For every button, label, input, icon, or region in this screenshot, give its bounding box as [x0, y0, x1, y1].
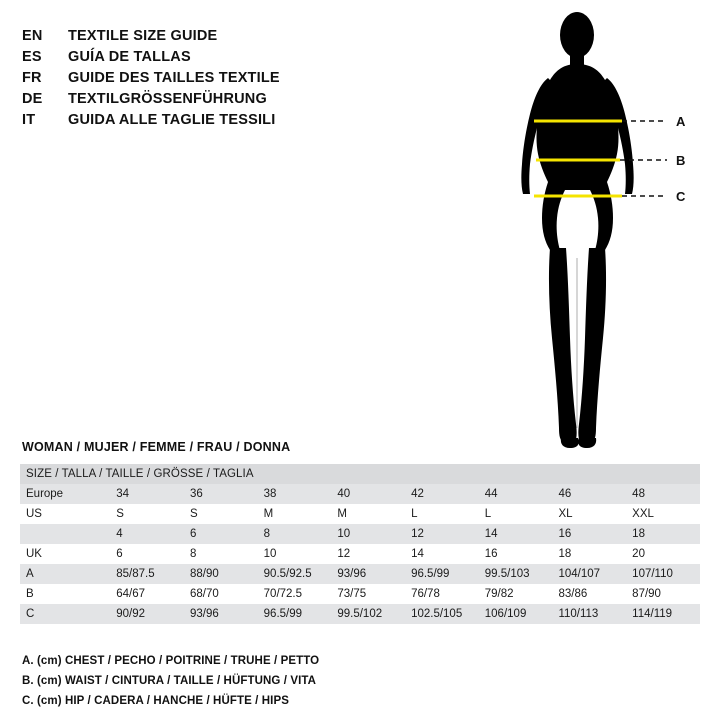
table-row: [20, 504, 700, 524]
table-cell: 73/75: [331, 584, 405, 604]
table-cell: 114/119: [626, 604, 700, 624]
table-cell: 16: [552, 524, 626, 544]
title-text: GUIDE DES TAILLES TEXTILE: [68, 70, 280, 86]
table-cell: 85/87.5: [110, 564, 184, 584]
table-cell: 93/96: [184, 604, 258, 624]
table-cell: 4: [110, 524, 184, 544]
legend-row-hip: C. (cm) HIP / CADERA / HANCHE / HÜFTE / HIPS: [22, 695, 290, 707]
row-label: A: [20, 564, 110, 584]
title-lang-code: IT: [22, 112, 36, 128]
title-text: TEXTILGRÖSSENFÜHRUNG: [68, 91, 267, 107]
row-label: C: [20, 604, 110, 624]
title-text: GUIDA ALLE TAGLIE TESSILI: [68, 112, 276, 128]
table-cell: 44: [479, 484, 553, 504]
table-row: [20, 544, 700, 564]
table-cell: 38: [258, 484, 332, 504]
table-group-heading: WOMAN / MUJER / FEMME / FRAU / DONNA: [22, 440, 291, 454]
title-lang-code: DE: [22, 91, 43, 107]
language-title-block: [22, 28, 452, 133]
title-row: [22, 70, 452, 91]
row-label: Europe: [20, 484, 110, 504]
table-cell: 42: [405, 484, 479, 504]
row-label: US: [20, 504, 110, 524]
table-cell: M: [258, 504, 332, 524]
table-cell: 10: [258, 544, 332, 564]
table-row: [20, 584, 700, 604]
table-cell: 104/107: [552, 564, 626, 584]
table-cell: 12: [331, 544, 405, 564]
table-cell: 8: [258, 524, 332, 544]
table-cell: 8: [184, 544, 258, 564]
title-row: [22, 49, 452, 70]
table-cell: 18: [552, 544, 626, 564]
table-cell: 34: [110, 484, 184, 504]
table-cell: 18: [626, 524, 700, 544]
table-cell: M: [331, 504, 405, 524]
body-figure: [460, 8, 710, 448]
table-cell: S: [184, 504, 258, 524]
table-cell: 79/82: [479, 584, 553, 604]
table-cell: 96.5/99: [258, 604, 332, 624]
table-cell: XL: [552, 504, 626, 524]
table-cell: 16: [479, 544, 553, 564]
title-row: [22, 112, 452, 133]
title-row: [22, 28, 452, 49]
row-label: UK: [20, 544, 110, 564]
table-cell: 36: [184, 484, 258, 504]
table-cell: 76/78: [405, 584, 479, 604]
title-text: TEXTILE SIZE GUIDE: [68, 28, 218, 44]
table-cell: 70/72.5: [258, 584, 332, 604]
table-cell: S: [110, 504, 184, 524]
table-cell: 107/110: [626, 564, 700, 584]
title-lang-code: EN: [22, 28, 43, 44]
table-cell: 88/90: [184, 564, 258, 584]
measure-letter-c: C: [676, 189, 686, 204]
table-cell: 93/96: [331, 564, 405, 584]
table-cell: L: [479, 504, 553, 524]
table-row: [20, 604, 700, 624]
measure-letter-a: A: [676, 114, 686, 129]
table-cell: 6: [184, 524, 258, 544]
table-cell: XXL: [626, 504, 700, 524]
table-cell: 96.5/99: [405, 564, 479, 584]
table-cell: 48: [626, 484, 700, 504]
measurement-legend: [22, 655, 522, 715]
table-row: [20, 484, 700, 504]
table-cell: 14: [479, 524, 553, 544]
table-cell: 87/90: [626, 584, 700, 604]
table-cell: 12: [405, 524, 479, 544]
table-cell: 40: [331, 484, 405, 504]
table-cell: 90/92: [110, 604, 184, 624]
table-cell: 90.5/92.5: [258, 564, 332, 584]
female-silhouette-svg: [460, 8, 710, 448]
table-cell: 20: [626, 544, 700, 564]
table-cell: 99.5/102: [331, 604, 405, 624]
legend-row-chest: A. (cm) CHEST / PECHO / POITRINE / TRUHE / PETTO: [22, 655, 320, 667]
row-label: [20, 524, 110, 544]
table-cell: 14: [405, 544, 479, 564]
size-table: [20, 464, 700, 624]
table-cell: 6: [110, 544, 184, 564]
title-row: [22, 91, 452, 112]
table-cell: 46: [552, 484, 626, 504]
row-label: B: [20, 584, 110, 604]
table-cell: 110/113: [552, 604, 626, 624]
table-cell: 68/70: [184, 584, 258, 604]
table-header-label: SIZE / TALLA / TAILLE / GRÖSSE / TAGLIA: [20, 464, 700, 484]
table-row: [20, 524, 700, 544]
title-text: GUÍA DE TALLAS: [68, 49, 191, 65]
table-cell: 102.5/105: [405, 604, 479, 624]
table-row: [20, 564, 700, 584]
legend-row-waist: B. (cm) WAIST / CINTURA / TAILLE / HÜFTUNG / VITA: [22, 675, 317, 687]
title-lang-code: ES: [22, 49, 42, 65]
table-cell: 83/86: [552, 584, 626, 604]
table-header-row: [20, 464, 700, 484]
title-lang-code: FR: [22, 70, 42, 86]
table-cell: 10: [331, 524, 405, 544]
measure-letter-b: B: [676, 153, 686, 168]
table-cell: 64/67: [110, 584, 184, 604]
table-cell: L: [405, 504, 479, 524]
table-cell: 106/109: [479, 604, 553, 624]
table-cell: 99.5/103: [479, 564, 553, 584]
